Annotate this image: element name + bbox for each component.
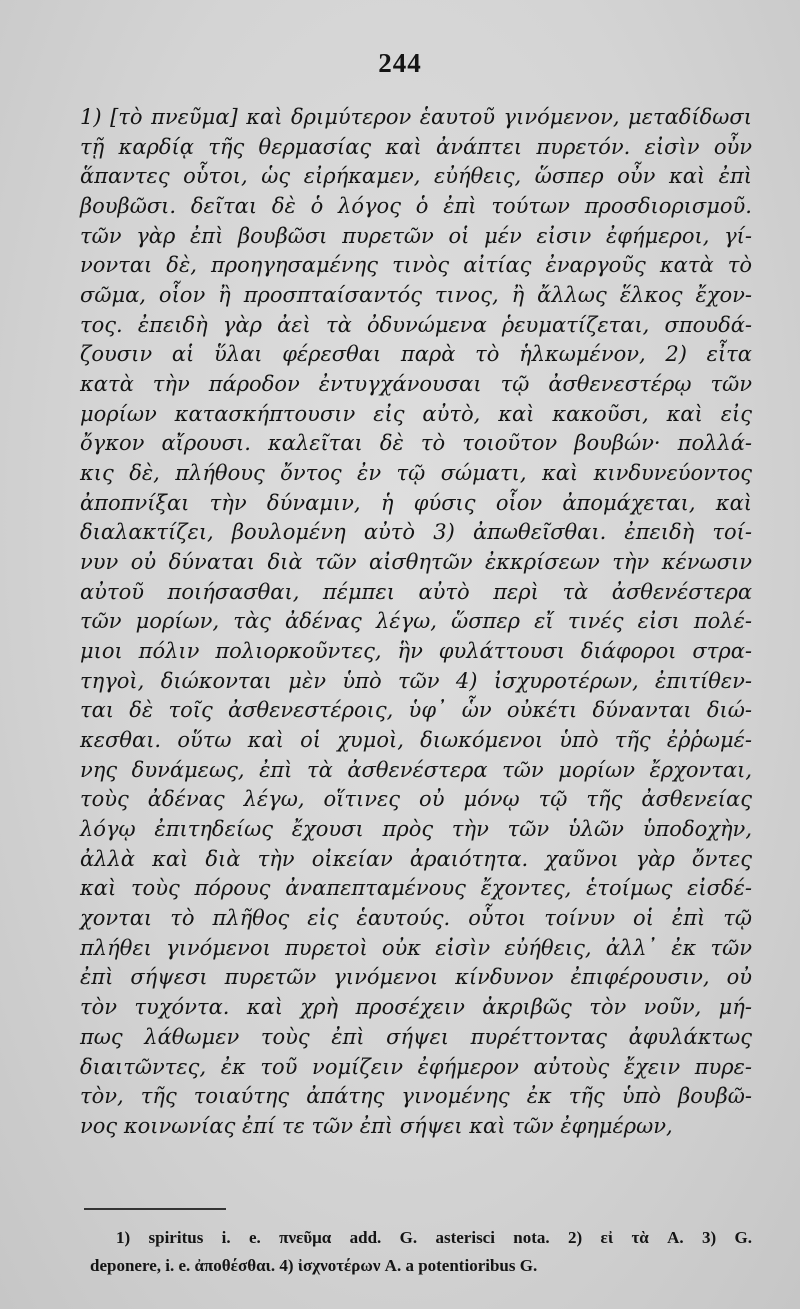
text-line: διαιτῶντες, ἐκ τοῦ νομίζειν ἐφήμερον αὐτοὺς ἔχειν πυρε-: [80, 1054, 752, 1079]
footnote-line: 1) spiritus i. e. πνεῦμα add. G. asterisci nota. 2) εἰ τὰ A. 3) G.: [116, 1228, 752, 1247]
body-text: [80, 103, 752, 1142]
text-line: ται δὲ τοῖς ἀσθενεστέροις, ὑφ᾽ ὧν οὐκέτι δύνανται διώ-: [80, 698, 752, 723]
text-line: τηγοὶ, διώκονται μὲν ὑπὸ τῶν 4) ἰσχυροτέρων, ἐπιτίθεν-: [80, 668, 752, 693]
text-line: ἀλλὰ καὶ διὰ τὴν οἰκείαν ἀραιότητα. χαῦνοι γὰρ ὄντες: [80, 846, 752, 871]
text-line: χονται τὸ πλῆθος εἰς ἑαυτούς. οὗτοι τοίνυν οἱ ἐπὶ τῷ: [80, 906, 752, 931]
text-line: τοὺς ἀδένας λέγω, οἵτινες οὐ μόνῳ τῷ τῆς ἀσθενείας: [80, 787, 752, 812]
text-line: ἐπὶ σήψεσι πυρετῶν γινόμενοι κίνδυνον ἐπιφέρουσιν, οὐ: [80, 965, 752, 990]
text-line: ἅπαντες οὗτοι, ὡς εἰρήκαμεν, εὐήθεις, ὥσπερ οὖν καὶ ἐπὶ: [80, 164, 752, 189]
footnote-divider: [84, 1208, 226, 1210]
text-line: τῶν μορίων, τὰς ἀδένας λέγω, ὥσπερ εἴ τινές εἰσι πολέ-: [80, 609, 752, 634]
text-line: τὸν, τῆς τοιαύτης ἀπάτης γινομένης ἐκ τῆς ὑπὸ βουβῶ-: [80, 1084, 752, 1109]
text-line: αὐτοῦ ποιήσασθαι, πέμπει αὐτὸ περὶ τὰ ἀσθενέστερα: [80, 579, 752, 604]
text-line: τῇ καρδίᾳ τῆς θερμασίας καὶ ἀνάπτει πυρετόν. εἰσὶν οὖν: [80, 134, 752, 159]
text-line: τὸν τυχόντα. καὶ χρὴ προσέχειν ἀκριβῶς τὸν νοῦν, μή-: [80, 995, 752, 1020]
footnotes: [90, 1224, 752, 1280]
text-line: πλήθει γινόμενοι πυρετοὶ οὐκ εἰσὶν εὐήθεις, ἀλλ᾽ ἐκ τῶν: [80, 935, 752, 960]
text-line: μορίων κατασκήπτουσιν εἰς αὐτὸ, καὶ κακοῦσι, καὶ εἰς: [80, 401, 752, 426]
text-line: νονται δὲ, προηγησαμένης τινὸς αἰτίας ἐναργοῦς κατὰ τὸ: [80, 253, 752, 278]
text-line: κις δὲ, πλήθους ὄντος ἐν τῷ σώματι, καὶ κινδυνεύοντος: [80, 461, 752, 486]
text-line: τῶν γὰρ ἐπὶ βουβῶσι πυρετῶν οἱ μέν εἰσιν ἐφήμεροι, γί-: [80, 223, 752, 248]
text-line: ζουσιν αἱ ὕλαι φέρεσθαι παρὰ τὸ ἡλκωμένον, 2) εἶτα: [80, 342, 752, 367]
text-line: 1) [τὸ πνεῦμα] καὶ δριμύτερον ἑαυτοῦ γινόμενον, μεταδίδωσι: [80, 105, 752, 129]
text-line: νος κοινωνίας ἐπί τε τῶν ἐπὶ σήψει καὶ τῶν ἐφημέρων,: [80, 1113, 673, 1138]
text-line: κεσθαι. οὕτω καὶ οἱ χυμοὶ, διωκόμενοι ὑπὸ τῆς ἐῤῥωμέ-: [80, 728, 752, 753]
text-line: τος. ἐπειδὴ γὰρ ἀεὶ τὰ ὀδυνώμενα ῥευματίζεται, σπουδά-: [80, 312, 752, 337]
text-line: νυν οὐ δύναται διὰ τῶν αἰσθητῶν ἐκκρίσεων τὴν κένωσιν: [80, 550, 752, 575]
page-number: 244: [378, 48, 422, 78]
text-line: κατὰ τὴν πάροδον ἐντυγχάνουσαι τῷ ἀσθενεστέρῳ τῶν: [80, 372, 752, 397]
text-line: ὄγκον αἴρουσι. καλεῖται δὲ τὸ τοιοῦτον βουβών· πολλά-: [80, 431, 752, 456]
text-line: πως λάθωμεν τοὺς ἐπὶ σήψει πυρέττοντας ἀφυλάκτως: [80, 1024, 752, 1049]
text-line: διαλακτίζει, βουλομένη αὐτὸ 3) ἀπωθεῖσθαι. ἐπειδὴ τοί-: [80, 520, 752, 545]
text-line: σῶμα, οἷον ἢ προσπταίσαντός τινος, ἢ ἄλλως ἕλκος ἔχον-: [80, 283, 752, 308]
text-line: ἀποπνίξαι τὴν δύναμιν, ἡ φύσις οἷον ἀπομάχεται, καὶ: [80, 490, 752, 515]
text-line: νης δυνάμεως, ἐπὶ τὰ ἀσθενέστερα τῶν μορίων ἔρχονται,: [80, 757, 752, 782]
text-line: καὶ τοὺς πόρους ἀναπεπταμένους ἔχοντες, ἑτοίμως εἰσδέ-: [80, 876, 752, 901]
text-line: λόγῳ ἐπιτηδείως ἔχουσι πρὸς τὴν τῶν ὑλῶν ὑποδοχὴν,: [80, 817, 752, 842]
text-line: βουβῶσι. δεῖται δὲ ὁ λόγος ὁ ἐπὶ τούτων προσδιορισμοῦ.: [80, 194, 752, 219]
text-line: μιοι πόλιν πολιορκοῦντες, ἣν φυλάττουσι διάφοροι στρα-: [80, 639, 752, 664]
footnote-line: deponere, i. e. ἀποθέσθαι. 4) ἰσχνοτέρων A. a potentioribus G.: [90, 1256, 538, 1275]
